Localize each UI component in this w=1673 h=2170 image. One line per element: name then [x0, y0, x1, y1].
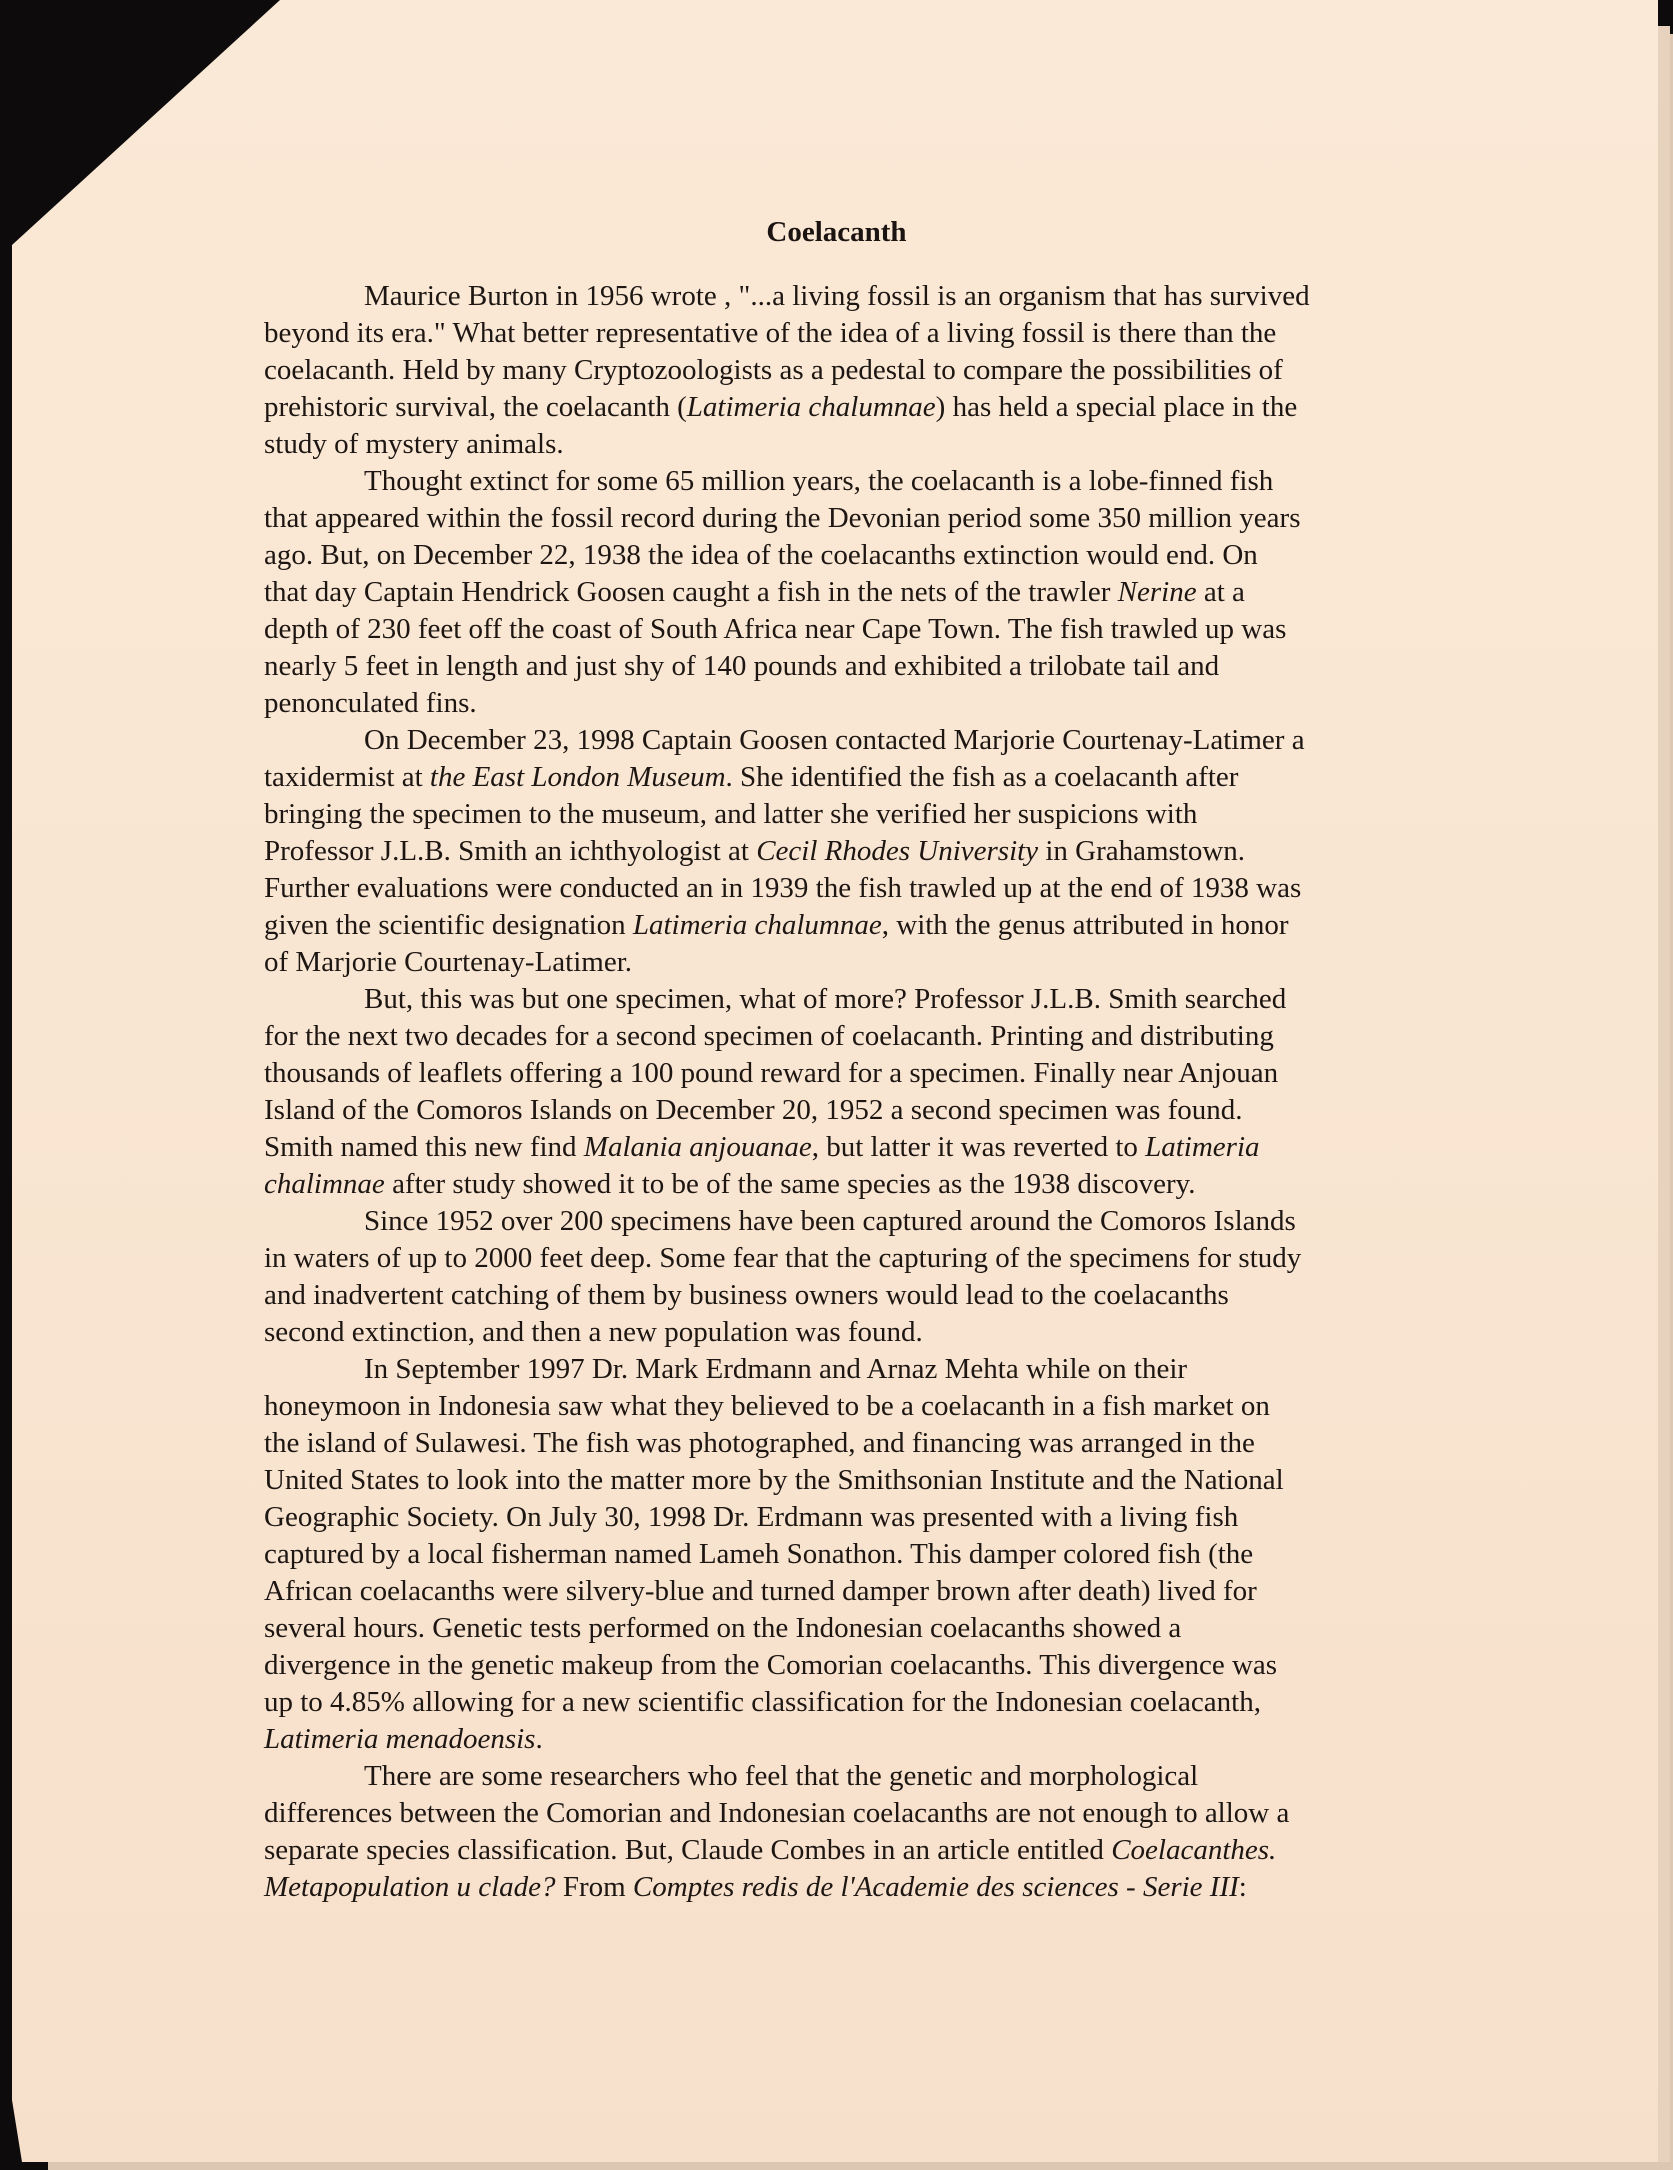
text-line [264, 648, 1424, 685]
text-line [264, 1721, 1424, 1758]
text-line [264, 315, 1424, 352]
text-line [264, 870, 1424, 907]
text-span: African coelacanths were silvery-blue and turned damper brown after death) lived for [264, 1575, 1257, 1607]
text-line [264, 574, 1424, 611]
text-span: nearly 5 feet in length and just shy of 140 pounds and exhibited a trilobate tail and [264, 650, 1220, 682]
text-line [264, 1425, 1424, 1462]
text-span: coelacanth. Held by many Cryptozoologists as a pedestal to compare the possibilities of [264, 354, 1283, 386]
text-span: . [535, 1723, 543, 1755]
text-line [264, 722, 1424, 759]
text-span: Further evaluations were conducted an in 1939 the fish trawled up at the end of 1938 was [264, 872, 1302, 904]
text-span: differences between the Comorian and Indonesian coelacanths are not enough to allow a [264, 1797, 1290, 1829]
text-span: Thought extinct for some 65 million years, the coelacanth is a lobe-finned fish [364, 465, 1274, 497]
text-line [264, 463, 1424, 500]
text-span: for the next two decades for a second specimen of coelacanth. Printing and distributing [264, 1020, 1274, 1052]
text-line [264, 685, 1424, 722]
italic-text: Comptes redis de l'Academie des sciences - Serie III [632, 1871, 1239, 1903]
text-span: On December 23, 1998 Captain Goosen contacted Marjorie Courtenay-Latimer a [364, 724, 1305, 756]
text-span: study of mystery animals. [264, 428, 564, 460]
page-title: Coelacanth [766, 216, 907, 248]
text-span: . She identified the fish as a coelacanth after [725, 761, 1239, 793]
text-line [264, 1129, 1424, 1166]
text-line [264, 389, 1424, 426]
text-line [264, 833, 1424, 870]
text-line [264, 944, 1424, 981]
text-span: separate species classification. But, Claude Combes in an article entitled [264, 1834, 1112, 1866]
text-span: In September 1997 Dr. Mark Erdmann and Arnaz Mehta while on their [364, 1353, 1188, 1385]
text-span: penonculated fins. [264, 687, 477, 719]
text-line [264, 1166, 1424, 1203]
text-span: several hours. Genetic tests performed on the Indonesian coelacanths showed a [264, 1612, 1182, 1644]
text-line [264, 1610, 1424, 1647]
text-line [264, 759, 1424, 796]
text-line [264, 1092, 1424, 1129]
text-span: , but latter it was reverted to [811, 1131, 1146, 1163]
text-span: in Grahamstown. [1038, 835, 1246, 867]
text-span: that appeared within the fossil record during the Devonian period some 350 million years [264, 502, 1301, 534]
italic-text: Cecil Rhodes University [756, 835, 1039, 867]
text-span: Smith named this new find [264, 1131, 584, 1163]
text-line [264, 1388, 1424, 1425]
text-line [264, 1314, 1424, 1351]
text-span: honeymoon in Indonesia saw what they believed to be a coelacanth in a fish market on [264, 1390, 1270, 1422]
italic-text: Latimeria menadoensis [264, 1723, 536, 1755]
text-line [264, 1240, 1424, 1277]
text-line [264, 1795, 1424, 1832]
text-span: , with the genus attributed in honor [881, 909, 1289, 941]
text-span: Since 1952 over 200 specimens have been captured around the Comoros Islands [364, 1205, 1296, 1237]
text-line [264, 611, 1424, 648]
text-span: Maurice Burton in 1956 wrote , "...a living fossil is an organism that has survived [364, 280, 1310, 312]
italic-text: Metapopulation u clade? [264, 1871, 556, 1903]
text-span: From [555, 1871, 633, 1903]
italic-text: chalimnae [264, 1168, 385, 1200]
text-span: There are some researchers who feel that the genetic and morphological [364, 1760, 1199, 1792]
text-line [264, 1203, 1424, 1240]
text-line [264, 1647, 1424, 1684]
text-span: beyond its era." What better representative of the idea of a living fossil is there than the [264, 317, 1277, 349]
text-line [264, 1536, 1424, 1573]
text-line [264, 1573, 1424, 1610]
text-line [264, 981, 1424, 1018]
text-line [264, 537, 1424, 574]
italic-text: the East London Museum [429, 761, 726, 793]
text-line [264, 1055, 1424, 1092]
text-span: given the scientific designation [264, 909, 633, 941]
text-span: depth of 230 feet off the coast of South Africa near Cape Town. The fish trawled up was [264, 613, 1287, 645]
article-body [264, 278, 1424, 1906]
text-line [264, 278, 1424, 315]
text-span: divergence in the genetic makeup from the Comorian coelacanths. This divergence was [264, 1649, 1278, 1681]
text-line [264, 796, 1424, 833]
text-span: United States to look into the matter more by the Smithsonian Institute and the National [264, 1464, 1284, 1496]
text-line [264, 1351, 1424, 1388]
italic-text: Latimeria chalumnae [632, 909, 882, 941]
text-span: second extinction, and then a new population was found. [264, 1316, 923, 1348]
text-line [264, 1018, 1424, 1055]
text-span: of Marjorie Courtenay-Latimer. [264, 946, 633, 978]
text-line [264, 1462, 1424, 1499]
text-span: Geographic Society. On July 30, 1998 Dr. Erdmann was presented with a living fish [264, 1501, 1239, 1533]
text-span: up to 4.85% allowing for a new scientific classification for the Indonesian coelacanth, [264, 1686, 1261, 1718]
italic-text: Malania anjouanae [583, 1131, 812, 1163]
text-line [264, 1832, 1424, 1869]
text-span: thousands of leaflets offering a 100 pound reward for a specimen. Finally near Anjouan [264, 1057, 1279, 1089]
italic-text: Latimeria [1145, 1131, 1260, 1163]
text-span: the island of Sulawesi. The fish was photographed, and financing was arranged in the [264, 1427, 1255, 1459]
text-span: Professor J.L.B. Smith an ichthyologist at [264, 835, 757, 867]
text-span: ago. But, on December 22, 1938 the idea of the coelacanths extinction would end. On [264, 539, 1258, 571]
text-line [264, 352, 1424, 389]
text-span: prehistoric survival, the coelacanth ( [264, 391, 687, 423]
text-span: in waters of up to 2000 feet deep. Some fear that the capturing of the specimens for study [264, 1242, 1302, 1274]
italic-text: Coelacanthes. [1111, 1834, 1277, 1866]
text-span: and inadvertent catching of them by business owners would lead to the coelacanths [264, 1279, 1229, 1311]
text-line [264, 426, 1424, 463]
text-line [264, 1869, 1424, 1906]
text-line [264, 907, 1424, 944]
text-span: that day Captain Hendrick Goosen caught a fish in the nets of the trawler [264, 576, 1118, 608]
text-span: captured by a local fisherman named Lameh Sonathon. This damper colored fish (the [264, 1538, 1254, 1570]
italic-text: Latimeria chalumnae [686, 391, 936, 423]
text-span: But, this was but one specimen, what of more? Professor J.L.B. Smith searched [364, 983, 1287, 1015]
text-span: after study showed it to be of the same species as the 1938 discovery. [384, 1168, 1196, 1200]
text-span: taxidermist at [264, 761, 430, 793]
text-line [264, 1684, 1424, 1721]
text-line [264, 1758, 1424, 1795]
text-span: Island of the Comoros Islands on December 20, 1952 a second specimen was found. [264, 1094, 1243, 1126]
text-span: : [1238, 1871, 1247, 1903]
text-line [264, 1499, 1424, 1536]
italic-text: Nerine [1117, 576, 1197, 608]
text-span: ) has held a special place in the [935, 391, 1298, 423]
text-span: at a [1196, 576, 1245, 608]
text-span: bringing the specimen to the museum, and latter she verified her suspicions with [264, 798, 1198, 830]
text-line [264, 500, 1424, 537]
text-line [264, 1277, 1424, 1314]
